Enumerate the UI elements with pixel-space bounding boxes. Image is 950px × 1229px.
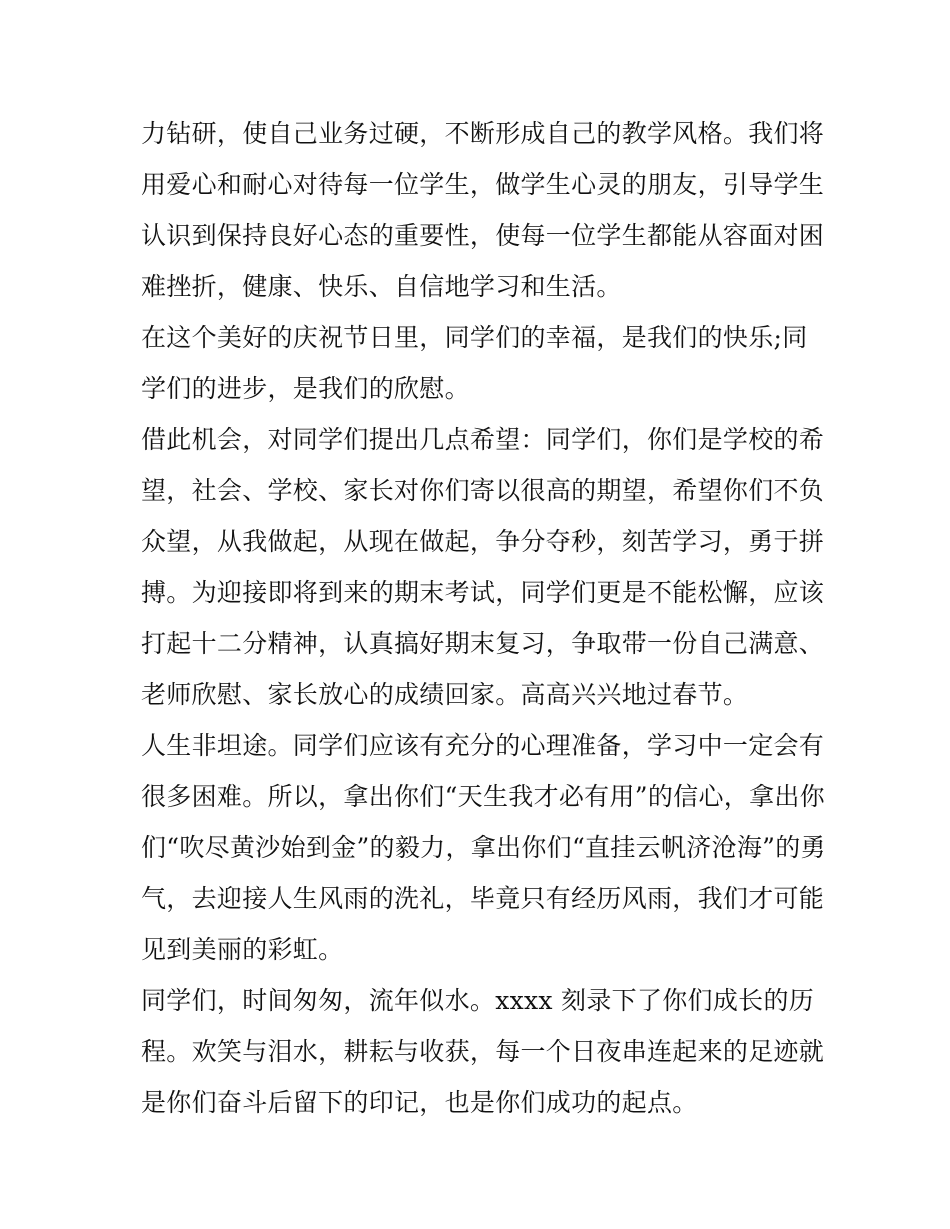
text-line: 借此机会，对同学们提出几点希望：同学们，你们是学校的希 [141,425,825,454]
text-line: 众望，从我做起，从现在做起，争分夺秒，刻苦学习，勇于拼 [141,527,825,556]
text-line: 搏。为迎接即将到来的期末考试，同学们更是不能松懈，应该 [141,578,825,607]
text-line: 气，去迎接人生风雨的洗礼，毕竟只有经历风雨，我们才可能 [141,884,825,913]
text-line: 老师欣慰、家长放心的成绩回家。高高兴兴地过春节。 [141,680,749,709]
text-line: 见到美丽的彩虹。 [141,935,344,964]
text-line: 打起十二分精神，认真搞好期末复习，争取带一份自己满意、 [141,629,825,658]
text-line: 力钻研，使自己业务过硬，不断形成自己的教学风格。我们将 [141,119,825,148]
text-line: 们“吹尽黄沙始到金”的毅力，拿出你们“直挂云帆济沧海”的勇 [141,833,826,862]
body-text [141,108,826,1128]
text-line: 很多困难。所以，拿出你们“天生我才必有用”的信心，拿出你 [141,782,825,811]
text-line: 望，社会、学校、家长对你们寄以很高的期望，希望你们不负 [141,476,825,505]
text-line: 同学们，时间匆匆，流年似水。xxxx 刻录下了你们成长的历 [141,986,815,1015]
text-line: 学们的进步，是我们的欣慰。 [141,374,470,403]
text-line: 人生非坦途。同学们应该有充分的心理准备，学习中一定会有 [141,731,825,760]
text-line: 认识到保持良好心态的重要性，使每一位学生都能从容面对困 [141,221,825,250]
text-line: 是你们奋斗后留下的印记，也是你们成功的起点。 [141,1088,698,1117]
text-line: 用爱心和耐心对待每一位学生，做学生心灵的朋友，引导学生 [141,170,825,199]
text-line: 在这个美好的庆祝节日里，同学们的幸福，是我们的快乐;同 [141,323,808,352]
text-line: 难挫折，健康、快乐、自信地学习和生活。 [141,272,622,301]
text-line: 程。欢笑与泪水，耕耘与收获，每一个日夜串连起来的足迹就 [141,1037,825,1066]
